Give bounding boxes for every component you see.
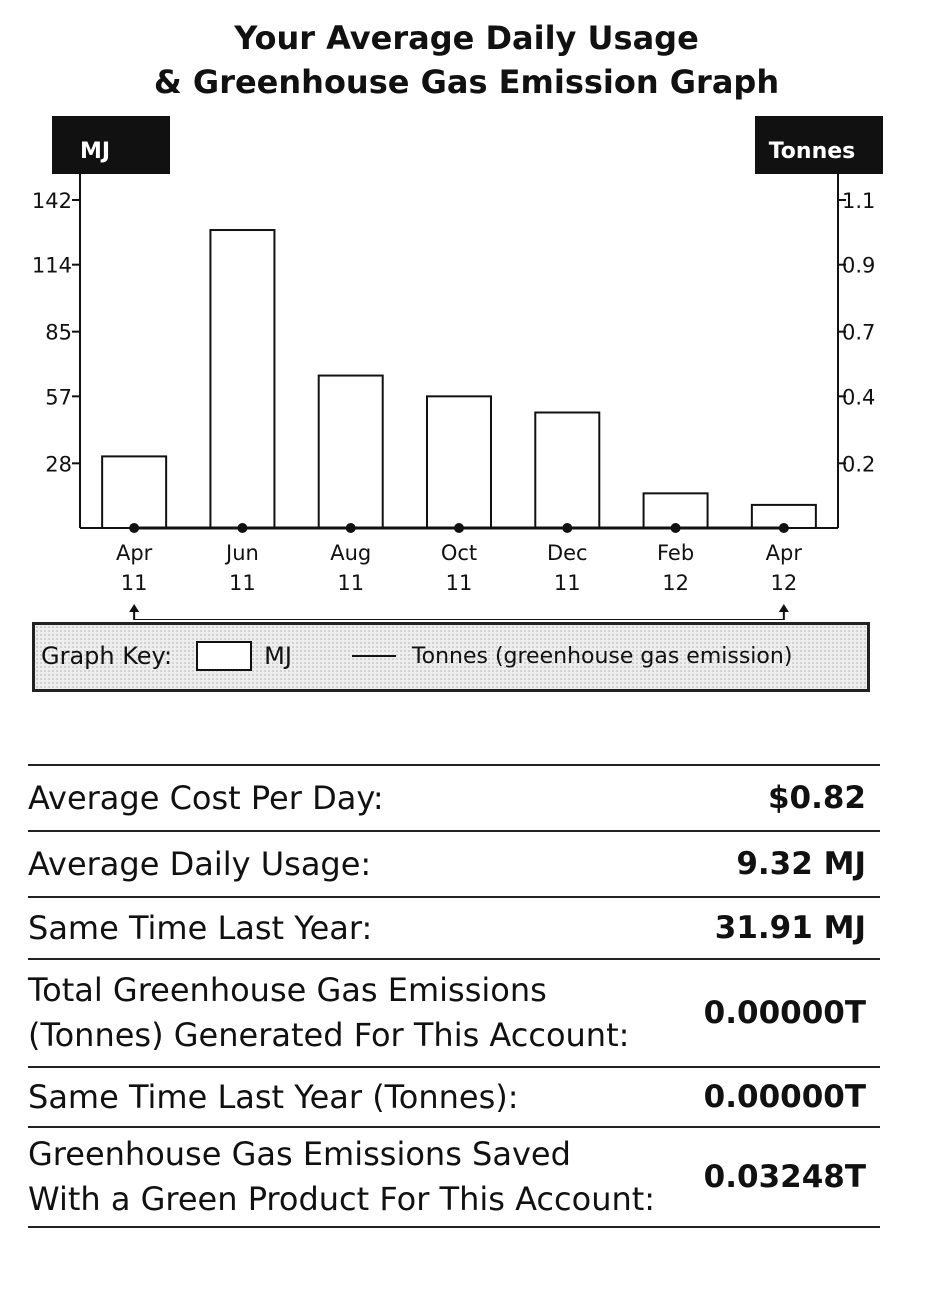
- range-bracket: [134, 610, 784, 620]
- summary-value: 31.91 MJ: [714, 910, 866, 946]
- graph-key-bar-label: MJ: [264, 642, 292, 670]
- summary-value: 0.03248T: [703, 1159, 866, 1195]
- x-tick-label-year: 11: [337, 571, 365, 595]
- summary-table: [28, 764, 880, 1228]
- summary-row: [28, 1066, 880, 1126]
- left-axis-label-box: [52, 116, 170, 174]
- summary-label-line: Same Time Last Year (Tonnes):: [28, 1077, 519, 1116]
- summary-value: 0.00000T: [703, 1079, 866, 1115]
- bar-0: [102, 456, 166, 528]
- x-tick-label-year: 11: [445, 571, 473, 595]
- x-tick-label-month: Feb: [656, 541, 695, 565]
- x-tick-label-month: Aug: [330, 541, 372, 565]
- summary-label: [28, 776, 384, 821]
- bar-3: [427, 396, 491, 528]
- line-swatch-icon: [352, 655, 396, 657]
- bar-1: [210, 230, 274, 528]
- summary-row: [28, 830, 880, 896]
- summary-value: 9.32 MJ: [736, 846, 866, 882]
- usage-chart: [0, 110, 933, 620]
- x-tick-label-month: Oct: [440, 541, 478, 565]
- summary-label-line: Greenhouse Gas Emissions Saved: [28, 1135, 571, 1173]
- range-arrow-left-icon: [129, 604, 139, 612]
- bar-swatch-icon: [196, 641, 252, 671]
- summary-row: [28, 896, 880, 958]
- summary-label: [28, 1132, 655, 1222]
- left-tick-label: 28: [45, 452, 72, 477]
- x-tick-label-month: Jun: [226, 541, 259, 565]
- chart-title-line-1: Your Average Daily Usage: [234, 19, 699, 57]
- right-tick-label: 1.1: [842, 189, 876, 213]
- summary-label: [28, 968, 629, 1058]
- x-tick-label-month: Dec: [546, 541, 588, 565]
- summary-row: [28, 1126, 880, 1228]
- graph-key-line-label: Tonnes (greenhouse gas emission): [411, 643, 793, 669]
- x-tick-label-month: Apr: [765, 541, 803, 565]
- summary-label: [28, 1075, 519, 1120]
- summary-label: [28, 842, 371, 887]
- bar-4: [535, 413, 599, 528]
- left-tick-label: 85: [45, 320, 72, 345]
- x-tick-label-month: Apr: [115, 541, 153, 565]
- left-tick-label: 57: [45, 385, 72, 410]
- summary-label-line: (Tonnes) Generated For This Account:: [28, 1016, 630, 1054]
- right-tick-label: 0.7: [842, 320, 876, 345]
- right-tick-label: 0.4: [842, 385, 876, 410]
- chart-title-line-2: & Greenhouse Gas Emission Graph: [153, 63, 780, 101]
- x-tick-label-year: 11: [229, 571, 256, 595]
- summary-label: [28, 906, 372, 951]
- bar-2: [319, 376, 383, 528]
- x-tick-label-year: 12: [662, 571, 689, 595]
- graph-key-label: Graph Key:: [41, 642, 173, 670]
- summary-label-line: Average Cost Per Day:: [28, 778, 384, 817]
- range-arrow-right-icon: [779, 604, 789, 612]
- summary-value: $0.82: [767, 780, 866, 816]
- summary-label-line: With a Green Product For This Account:: [28, 1180, 656, 1218]
- right-tick-label: 0.2: [842, 452, 876, 477]
- right-tick-label: 0.9: [842, 253, 876, 278]
- summary-value: 0.00000T: [703, 995, 866, 1031]
- x-tick-label-year: 12: [770, 571, 798, 595]
- right-axis-label: Tonnes: [768, 139, 856, 164]
- left-tick-label: 114: [31, 253, 72, 278]
- x-tick-label-year: 11: [120, 571, 148, 595]
- summary-label-line: Total Greenhouse Gas Emissions: [28, 971, 547, 1009]
- left-axis-label: MJ: [80, 139, 111, 164]
- x-tick-label-year: 11: [553, 571, 581, 595]
- summary-label-line: Same Time Last Year:: [28, 908, 373, 947]
- summary-row: [28, 958, 880, 1066]
- summary-row: [28, 764, 880, 830]
- graph-key: [32, 622, 870, 692]
- left-tick-label: 142: [31, 189, 72, 213]
- bar-5: [644, 493, 708, 528]
- summary-label-line: Average Daily Usage:: [28, 844, 372, 883]
